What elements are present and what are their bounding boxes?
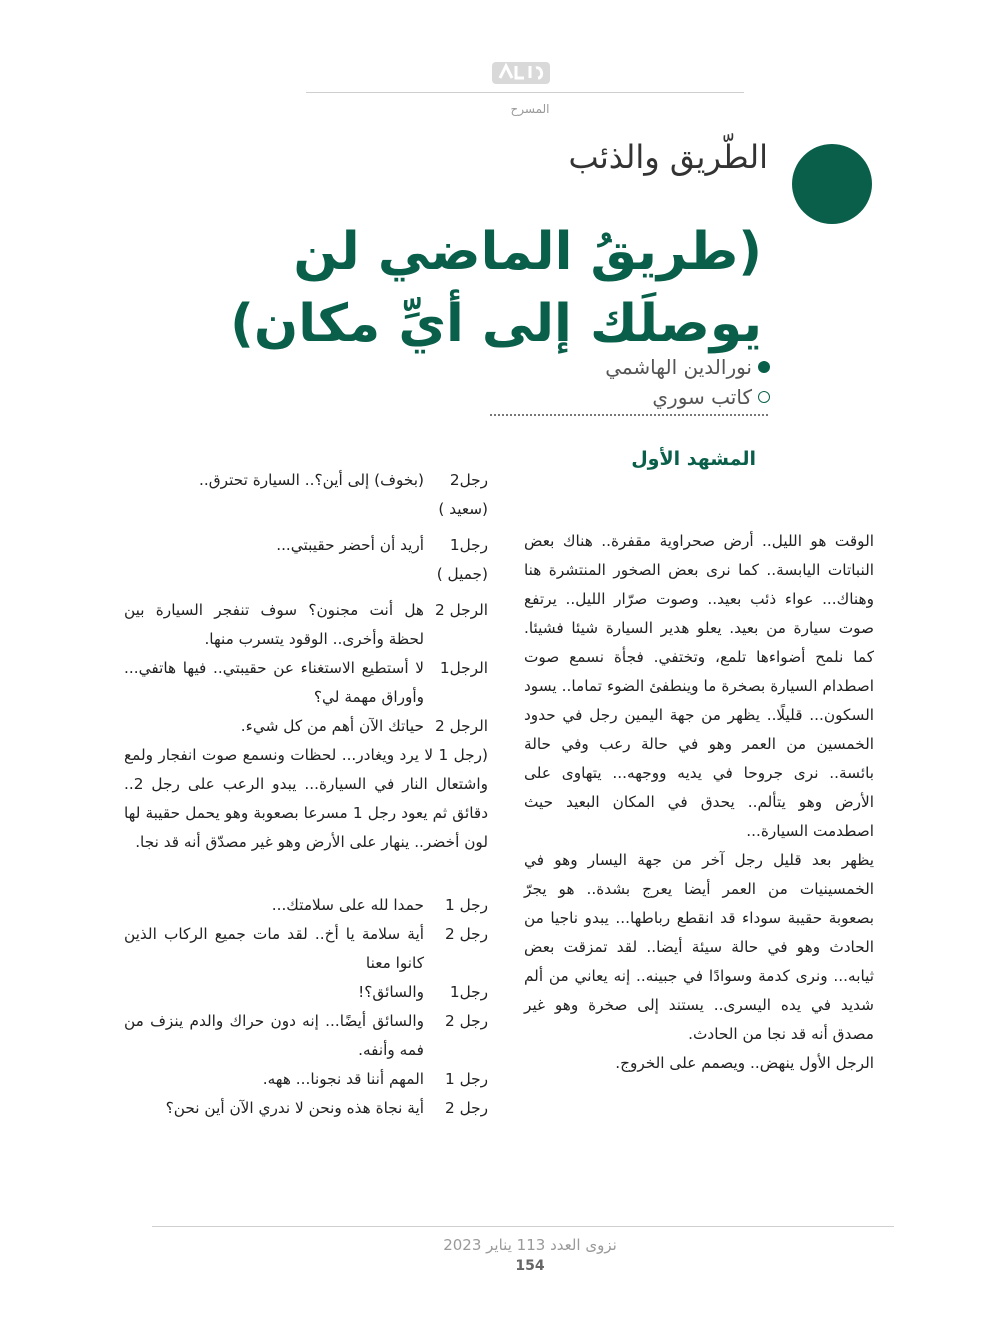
issue-info: نزوى العدد 113 يناير 2023 xyxy=(443,1236,617,1254)
magazine-logo xyxy=(490,56,552,88)
speech-text: أية نجاة هذه ونحن لا ندري الآن أين نحن؟ xyxy=(165,1099,424,1117)
narrative-paragraph: الوقت هو الليل.. أرض صحراوية مقفرة.. هناك بعض النباتات اليابسة.. كما نرى بعض الصخور المنتشرة هنا وهناك... عواء ذئب بعيد.. وصوت صرّار الليل.. يرتفع صوت سيارة من بعيد. يعلو هدير السيارة شيئا فشيئا. كما نلمح أضواءها تلمع، وتختفي. فجأة نسمع صوت اصطدام السيارة بصخرة ما وينطفئ الضوء تماما.. يسود السكون... قليلًا.. يظهر من جهة اليمين رجل في حدود الخمسين من العمر وهو في حالة رعب وفي حالة بائسة.. نرى جروحا في يديه ووجهه... يتهاوى على الأرض وهو يتألم.. يحدق في المكان البعيد حيث اصطدمت السيارة... xyxy=(524,532,874,840)
author-desc-row xyxy=(605,382,770,412)
speech-text: حمدا لله على سلامتك... xyxy=(271,896,424,914)
filled-bullet-icon xyxy=(758,361,770,373)
speaker-name: رجل 2 xyxy=(444,1099,488,1117)
hollow-bullet-icon xyxy=(758,391,770,403)
dialogue-line xyxy=(124,712,488,741)
author-description: كاتب سوري xyxy=(652,385,752,409)
speech-text: المهم أننا قد نجونا... ههه. xyxy=(262,1070,424,1088)
speech-text: أية سلامة يا أخ.. لقد مات جميع الركاب الذين كانوا معنا xyxy=(124,925,424,972)
dialogue-line xyxy=(124,1007,488,1065)
author-name-row xyxy=(605,352,770,382)
article-title: (طريقُ الماضي لن يوصلَك إلى أيِّ مكان) xyxy=(230,222,762,354)
speech-text: (بخوف) إلى أين؟.. السيارة تحترق.. xyxy=(199,471,424,489)
page-number: 154 xyxy=(515,1258,545,1274)
speech-text: والسائق؟! xyxy=(358,983,424,1001)
speaker-nickname: (جميل ) xyxy=(436,565,488,583)
speech-text: والسائق أيضًا... إنه دون حراك والدم ينزف من فمه وأنفه. xyxy=(124,1012,424,1059)
footer-rule xyxy=(152,1226,894,1227)
dialogue-line xyxy=(124,466,488,495)
speaker-name: رجل1 xyxy=(449,536,488,554)
stage-direction: (رجل 1 لا يرد ويغادر... لحظات ونسمع صوت انفجار ولمع واشتعال النار في السيارة... يبدو الرعب على رجل 2.. دقائق ثم يعود رجل 1 مسرعا بصعوبة وهو يحمل حقيبة لها لون أخضر.. ينهار على الأرض وهو غير مصدّق أنه قد نجا. xyxy=(124,746,489,851)
speech-text: أريد أن أحضر حقيبتي... xyxy=(276,536,424,554)
speaker-name: رجل 1 xyxy=(444,896,488,914)
speaker-name: رجل 1 xyxy=(444,1070,488,1088)
speaker-nickname: (سعيد ) xyxy=(438,500,488,518)
speaker-name: رجل 2 xyxy=(444,1012,488,1030)
speaker-name: الرجل 2 xyxy=(435,717,488,735)
dialogue-line xyxy=(124,654,488,712)
speaker-name: الرجل1 xyxy=(439,659,488,677)
author-name: نورالدين الهاشمي xyxy=(605,355,752,379)
speaker-name: رجل1 xyxy=(449,983,488,1001)
dialogue-line xyxy=(124,891,488,920)
section-label: المسرح xyxy=(510,102,550,116)
speech-text: لا أستطيع الاستغناء عن حقيبتي.. فيها هاتفي... وأوراق مهمة لي؟ xyxy=(124,659,424,706)
dialogue-line xyxy=(124,978,488,1007)
narrative-paragraph: الرجل الأول ينهض.. ويصمم على الخروج. xyxy=(615,1054,874,1072)
dialogue-line xyxy=(124,596,488,654)
header-rule xyxy=(306,92,744,93)
speech-text: هل أنت مجنون؟ سوف تنفجر السيارة بين لحظة وأخرى.. الوقود يتسرب منها. xyxy=(124,601,424,648)
narrative-column xyxy=(524,527,874,1078)
speech-text: حياتك الآن أهم من كل شيء. xyxy=(240,717,424,735)
speaker-name: الرجل 2 xyxy=(435,601,488,619)
dialogue-line xyxy=(124,531,488,560)
scene-heading: المشهد الأول xyxy=(631,448,756,470)
author-block xyxy=(605,352,770,412)
dialogue-column xyxy=(124,466,488,1123)
speaker-name: رجل 2 xyxy=(444,925,488,943)
article-kicker: الطّريق والذئب xyxy=(568,138,768,176)
dialogue-line xyxy=(124,920,488,978)
spacer xyxy=(124,857,488,891)
decorative-circle xyxy=(792,144,872,224)
speaker-name: رجل2 xyxy=(449,471,488,489)
dialogue-line xyxy=(124,1065,488,1094)
dialogue-line xyxy=(124,1094,488,1123)
narrative-paragraph: يظهر بعد قليل رجل آخر من جهة اليسار وهو في الخمسينيات من العمر أيضا يعرج بشدة.. هو يجرّ بصعوبة حقيبة سوداء قد انقطع رباطها... يبدو ناجيا من الحادث وهو في حالة سيئة أيضا.. لقد تمزقت بعض ثيابه... ونرى كدمة وسوادًا في جبينه.. إنه يعاني من ألم شديد في يده اليسرى.. يستند إلى صخرة وهو غير مصدق أنه قد نجا من الحادث. xyxy=(524,851,874,1043)
dotted-divider xyxy=(490,414,768,416)
